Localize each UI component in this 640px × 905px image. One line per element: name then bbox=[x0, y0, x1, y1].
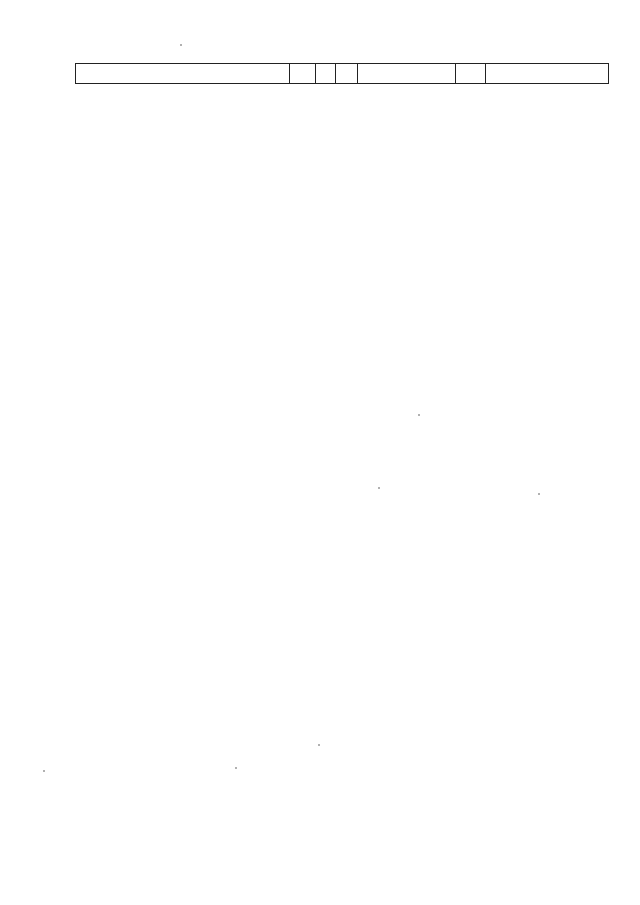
column-header-7 bbox=[486, 64, 609, 84]
column-header-row bbox=[76, 64, 609, 84]
column-header-5 bbox=[358, 64, 456, 84]
column-header-2 bbox=[290, 64, 316, 84]
column-header-6 bbox=[456, 64, 486, 84]
column-header-4 bbox=[336, 64, 358, 84]
column-header-1 bbox=[76, 64, 290, 84]
column-header-table bbox=[75, 63, 609, 84]
column-header-3 bbox=[316, 64, 336, 84]
